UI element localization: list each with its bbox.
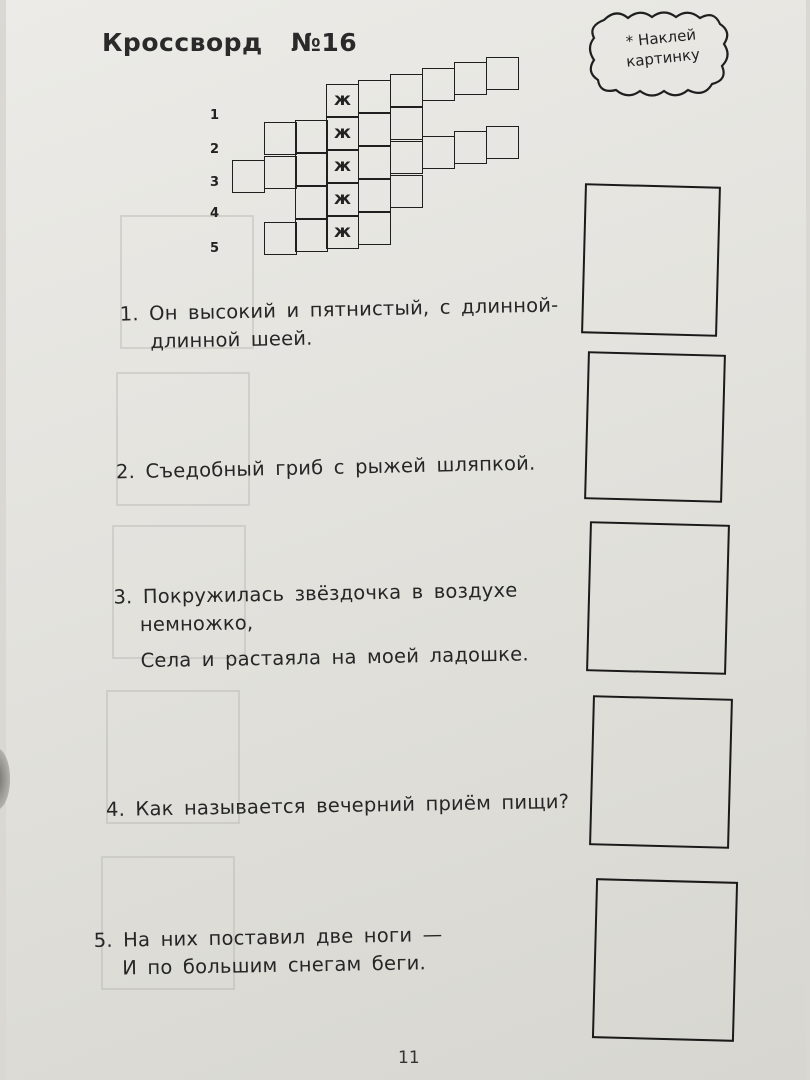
crossword-cell[interactable]: [232, 160, 265, 193]
crossword-cell[interactable]: [390, 141, 423, 174]
crossword-cell[interactable]: [295, 153, 328, 186]
sticker-label: [586, 8, 734, 100]
crossword-cell[interactable]: [390, 107, 423, 140]
crossword-cell[interactable]: [390, 74, 423, 107]
sticker-line: * Наклей: [625, 25, 697, 51]
crossword-cell[interactable]: [454, 131, 487, 164]
page-title: [102, 28, 357, 57]
crossword-cell[interactable]: [358, 113, 391, 146]
question-line: 5. На них поставил две ноги —: [93, 922, 443, 953]
crossword-cell[interactable]: [422, 136, 455, 169]
question-line: 3. Покружилась звёздочка в воздухе: [113, 578, 518, 609]
row-number: 2: [210, 142, 220, 157]
crossword-cell[interactable]: [358, 80, 391, 113]
row-number: 1: [210, 108, 220, 123]
question-line: И по большим снегам беги.: [122, 951, 427, 980]
crossword-cell[interactable]: [358, 146, 391, 179]
crossword-cell[interactable]: [422, 68, 455, 101]
sticker-box-5[interactable]: [592, 878, 738, 1042]
question-line: длинной шеей.: [150, 326, 313, 353]
crossword-key-cell: ж: [326, 216, 359, 249]
workbook-page: [6, 0, 806, 1080]
title-number: №16: [290, 28, 358, 57]
question-1: [119, 291, 559, 356]
page-number: 11: [398, 1048, 420, 1068]
sticker-line: картинку: [625, 45, 701, 71]
crossword-cell[interactable]: [358, 179, 391, 212]
crossword-key-cell: ж: [326, 117, 359, 150]
question-5: [94, 921, 444, 983]
sticker-box-2[interactable]: [584, 351, 726, 503]
sticker-box-3[interactable]: [586, 521, 730, 675]
crossword-cell[interactable]: [358, 212, 391, 245]
question-line: Села и растаяла на моей ладошке.: [140, 642, 529, 673]
title-word: Кроссворд: [102, 28, 263, 57]
crossword-cell[interactable]: [295, 219, 328, 252]
row-number: 4: [210, 206, 220, 221]
question-line: 4. Как называется вечерний приём пищи?: [105, 789, 570, 822]
crossword-cell[interactable]: [264, 222, 297, 255]
question-3: [113, 576, 529, 675]
crossword-cell[interactable]: [486, 126, 519, 159]
row-number: 5: [210, 241, 220, 256]
crossword-cell[interactable]: [295, 186, 328, 219]
question-line: немножко,: [139, 611, 254, 637]
crossword-cell[interactable]: [454, 62, 487, 95]
binder-clip: [0, 748, 10, 810]
crossword-cell[interactable]: [295, 120, 328, 153]
crossword-cell[interactable]: [264, 122, 297, 155]
question-line: 1. Он высокий и пятнистый, с длинной-: [119, 293, 559, 326]
crossword-key-cell: ж: [326, 150, 359, 183]
crossword-cell[interactable]: [390, 175, 423, 208]
question-line: 2. Съедобный гриб с рыжей шляпкой.: [115, 451, 536, 484]
crossword-cell[interactable]: [486, 57, 519, 90]
crossword-key-cell: ж: [326, 84, 359, 117]
sticker-box-1[interactable]: [581, 183, 721, 337]
sticker-box-4[interactable]: [589, 695, 733, 849]
crossword-key-cell: ж: [326, 183, 359, 216]
row-number: 3: [210, 175, 220, 190]
crossword-cell[interactable]: [264, 156, 297, 189]
